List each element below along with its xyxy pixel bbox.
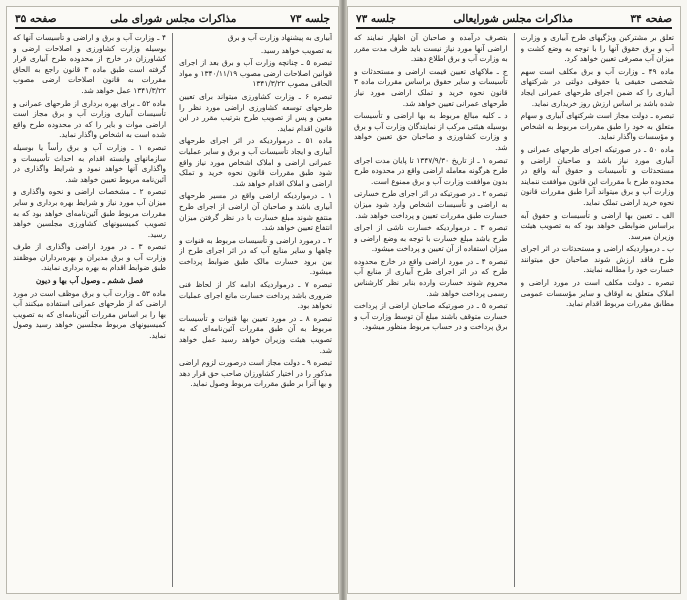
paragraph: الف ـ تعیین بها اراضی و تأسیسات و حقوق آبه براساس ضوابطی خواهد بود که به تصویب هیئت وزیران میرسد.: [520, 210, 674, 241]
paragraph: ۴ ـ وزارت آب و برق و اراضی و تأسیسات آنها که بوسیله وزارت کشاورزی و اصلاحات ارضی و کشاورزان در خارج از محدوده طرح آبیاری قرار گرفته است طبق ماده ۳ قانون راجع به الحاق مقررات به قانون اصلاحات ارضی مصوب ۱۳۴۱/۳/۲۲ عمل خواهد شد.: [13, 33, 166, 95]
paragraph: تبصره ۷ ـ درمواردیکه ادامه کار از لحاظ فنی ضروری باشد پرداخت خسارت مانع اجرای عملیات نخواهد بود.: [179, 280, 332, 311]
right-page-columns: [354, 33, 674, 587]
paragraph: د ـ کلیه مبالغ مربوط به بها اراضی و تأسیسات بوسیله هیئتی مرکب از نمایندگان وزارت آب و برق و وزارت کشاورزی و صاحبان حق تعیین خواهد شد.: [354, 111, 508, 152]
right-journal-title: مذاکرات مجلس شورایعالی: [453, 13, 573, 25]
paragraph: تبصره ـ دولت مکلف است در مورد اراضی و املاک متعلق به اوقاف و سایر مؤسسات عمومی مطابق مقررات مربوط اقدام نماید.: [520, 278, 674, 309]
paragraph: تبصره ۵ ـ در صورتیکه صاحبان اراضی از پرداخت خسارت متوقف باشند مبلغ آن توسط وزارت آب و برق پرداخت و در حساب مربوط منظور میشود.: [354, 301, 508, 332]
paragraph: ۲ ـ درمورد اراضی و تأسیسات مربوط به قنوات و چاهها و سایر منابع آب که در اثر اجرای طرح از بین برود خسارت مالک طبق ضوابط پرداخت میشود.: [179, 235, 332, 277]
column-divider: [172, 33, 173, 587]
paragraph: بتصرف درآمده و صاحبان آن اظهار نمایند که اراضی آنها مورد نیاز نیست باید ظرف مدت مقرر به وزارت آب و برق اطلاع دهند.: [354, 33, 508, 64]
paragraph: ج ـ ملاکهای تعیین قیمت اراضی و مستحدثات و تأسیسات و سایر حقوق براساس مقررات ماده ۳ قانون نحوه خرید و تملک اراضی مورد نیاز طرحهای عمرانی تعیین خواهد شد.: [354, 66, 508, 108]
section-heading: فصل ششم ـ وصول آب بها و دیون: [35, 276, 144, 286]
paragraph: ماده ۵۲ ـ برای بهره برداری از طرحهای عمرانی و تأسیسات آبیاری وزارت آب و برق مجاز است اراضی موات و بایر را که در محدوده طرح واقع شده است به اشخاص واگذار نماید.: [13, 98, 166, 140]
left-page-label: صفحه ۳۵: [15, 13, 57, 25]
right-page-label: صفحه ۳۴: [630, 13, 672, 25]
paragraph: تبصره ۹ ـ دولت مجاز است درصورت لزوم اراضی مذکور را در اختیار کشاورزان صاحب حق قرار دهد و بها آنرا بر طبق مقررات مربوط وصول نماید.: [179, 358, 332, 389]
paragraph: تبصره ـ دولت مجاز است شرکتهای آبیاری و سهام متعلق به خود را طبق مقررات مربوط به اشخاص و مؤسسات واگذار نماید.: [520, 111, 674, 142]
paragraph: تبصره ۱ ـ از تاریخ ۱۳۴۷/۹/۳۰ تا پایان مدت اجرای طرح هرگونه معامله اراضی واقع در محدوده طرح بدون موافقت وزارت آب و برق ممنوع است.: [354, 155, 508, 186]
paragraph: تبصره ۲ ـ در صورتیکه در اثر اجرای طرح خسارتی به اراضی و تأسیسات اشخاص وارد شود میزان خسارت طبق مقررات تعیین و پرداخت خواهد شد.: [354, 189, 508, 220]
right-page-column-right: [521, 33, 675, 587]
right-session-label: جلسه ۷۳: [356, 13, 396, 25]
left-journal-title: مذاکرات مجلس شورای ملی: [110, 13, 237, 25]
left-page: [6, 6, 339, 594]
paragraph: ب ـ درمواردیکه اراضی و مستحدثات در اثر اجرای طرح فاقد ارزش شوند صاحبان حق میتوانند خسارت خود را مطالبه نمایند.: [520, 244, 674, 275]
paragraph: تبصره ۳ ـ درمواردیکه خسارت ناشی از اجرای طرح باشد مبلغ خسارت با توجه به وضع اراضی و میزان استفاده از آن تعیین و پرداخت میشود.: [354, 223, 508, 254]
paragraph: تبصره ۴ ـ در مورد اراضی واقع در خارج محدوده طرح که در اثر اجرای طرح آبیاری از منابع آب محروم شوند خسارت وارده بنابر نظر کارشناس رسمی پرداخت خواهد شد.: [354, 256, 508, 298]
paragraph: ماده ۵۱ ـ درمواردیکه در اثر اجرای طرحهای آبیاری و ایجاد تأسیسات آب و برق و سایر عملیات عمرانی اراضی و املاک اشخاص مورد نیاز واقع شود طبق مقررات قانون نحوه خرید و تملک اراضی و املاک اقدام خواهد شد.: [179, 136, 332, 188]
left-page-columns: [13, 33, 332, 587]
column-divider: [514, 33, 515, 587]
paragraph: ماده ۴۹ ـ وزارت آب و برق مکلف است سهم شخصی حقیقی یا حقوقی دولتی در شرکتهای آبیاری را که ضمن اجرای طرحهای عمرانی ایجاد شده باشد بر اساس ارزش روز خریداری نماید.: [520, 66, 674, 108]
paragraph: ماده ۵۰ ـ در صورتیکه اجرای طرحهای عمرانی و آبیاری مورد نیاز باشد و صاحبان اراضی و مستحدثات و تأسیسات و حقوق آبه واقع در محدوده طرح با مقررات این قانون موافقت ننمایند وزارت آب و برق میتواند آنرا طبق مقررات قانون نحوه خرید اراضی تملک نماید.: [520, 144, 674, 207]
paragraph: تعلق بر مشترکین ویژگیهای طرح آبیاری و وزارت آب و برق حقوق آنها را با توجه به وضع کشت و میزان آب مصرفی تعیین خواهد کرد.: [520, 33, 674, 64]
paragraph: تبصره ۳ ـ در مورد اراضی واگذاری از طرف وزارت آب و برق مدیران و بهره‌برداران موظفند طبق ضوابط اقدام به بهره برداری نمایند.: [13, 242, 166, 273]
paragraph: به تصویب خواهد رسید.: [260, 45, 332, 55]
paragraph: تبصره ۱ ـ وزارت آب و برق رأساً یا بوسیله سازمانهای وابسته اقدام به احداث تأسیسات و واگذاری آنها خواهد نمود و شرایط واگذاری در آئین‌نامه مربوط تعیین خواهد شد.: [13, 142, 166, 184]
left-page-header: [15, 11, 330, 29]
paragraph: تبصره ۸ ـ در مورد تعیین بها قنوات و تأسیسات مربوط به آن طبق مقررات آئین‌نامه‌ای که به تصویب هیئت وزیران خواهد رسید عمل خواهد شد.: [179, 313, 332, 355]
paragraph: آبیاری به پیشنهاد وزارت آب و برق: [227, 33, 332, 42]
right-page: [347, 6, 681, 594]
paragraph: تبصره ۲ ـ مشخصات اراضی و نحوه واگذاری و میزان آب مورد نیاز و شرایط بهره برداری و سایر مقررات مربوط طبق آئین‌نامه‌ای خواهد بود که به تصویب کمیسیونهای کشاورزی مجلسین خواهد رسید.: [13, 187, 166, 239]
left-session-label: جلسه ۷۳: [290, 13, 330, 25]
right-page-header: [356, 11, 672, 29]
left-page-column-left: [13, 33, 166, 587]
paragraph: ماده ۵۳ ـ وزارت آب و برق موظف است در مورد اراضی که از طرحهای عمرانی استفاده میکنند آب بها را بر اساس مقررات آئین‌نامه‌ای که به تصویب کمیسیونهای مربوط مجلسین خواهد رسید وصول نماید.: [13, 288, 166, 341]
paragraph: تبصره ۶ ـ وزارت کشاورزی میتواند برای تعیین طرحهای توسعه کشاورزی اراضی مورد نظر را معین و پس از تصویب طرح بترتیب مقرر در این قانون اقدام نماید.: [179, 91, 332, 133]
book-gutter: [339, 0, 347, 600]
paragraph: تبصره ۵ ـ چنانچه وزارت آب و برق بعد از اجرای قوانین اصلاحات ارضی مصوب ۱۳۴۰/۱۱/۱۹ و مواد الحاقی مصوب ۱۳۴۱/۳/۲۲: [179, 58, 332, 89]
left-page-column-right: [179, 33, 332, 587]
paragraph: ۱ ـ درمواردیکه اراضی واقع در مسیر طرحهای آبیاری باشد و صاحبان آن اراضی از اجرای طرح منتفع شوند مبلغ خسارت با در نظر گرفتن میزان انتفاع تعیین خواهد شد.: [179, 191, 332, 233]
right-page-column-left: [354, 33, 508, 587]
